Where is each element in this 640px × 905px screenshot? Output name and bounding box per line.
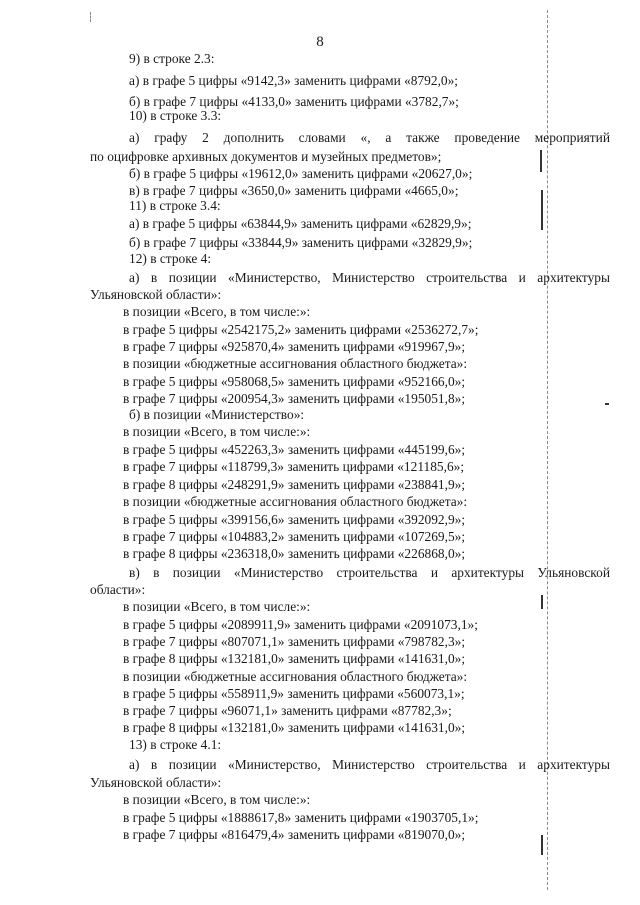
text-line: по оцифровке архивных документов и музейных предметов»; [90, 149, 442, 164]
text-line: в графе 8 цифры «132181,0» заменить цифрами «141631,0»; [123, 720, 466, 735]
text-line: в графе 8 цифры «248291,9» заменить цифрами «238841,9»; [123, 477, 466, 492]
text-line: 10) в строке 3.3: [129, 108, 222, 123]
text-line: в графе 5 цифры «399156,6» заменить цифрами «392092,9»; [123, 512, 466, 527]
text-line: в графе 5 цифры «958068,5» заменить цифрами «952166,0»; [123, 374, 466, 389]
text-line: в позиции «Всего, в том числе:»: [123, 304, 311, 319]
text-line: Ульяновской области»: [90, 287, 222, 302]
text-line: а) в графе 5 цифры «63844,9» заменить цифрами «62829,9»; [129, 216, 472, 231]
text-line: в позиции «Всего, в том числе:»: [123, 599, 311, 614]
text-line: в графе 8 цифры «132181,0» заменить цифрами «141631,0»; [123, 651, 466, 666]
text-line: в графе 5 цифры «1888617,8» заменить цифрами «1903705,1»; [123, 810, 479, 825]
text-line: 9) в строке 2.3: [129, 51, 215, 66]
text-line: в графе 8 цифры «236318,0» заменить цифрами «226868,0»; [123, 546, 466, 561]
text-line: 11) в строке 3.4: [129, 198, 221, 213]
scan-speck [540, 150, 542, 172]
scan-edge-mark [90, 12, 91, 22]
text-line: б) в позиции «Министерство»: [129, 407, 305, 422]
text-line: а) в позиции «Министерство, Министерство строительства и архитектуры [129, 757, 610, 772]
text-line: в графе 7 цифры «104883,2» заменить цифрами «107269,5»; [123, 529, 466, 544]
text-line: в графе 5 цифры «558911,9» заменить цифрами «560073,1»; [123, 686, 465, 701]
text-line: 13) в строке 4.1: [129, 737, 222, 752]
text-line: б) в графе 7 цифры «33844,9» заменить цифрами «32829,9»; [129, 235, 473, 250]
page-number: 8 [316, 34, 324, 50]
scan-speck [541, 190, 543, 230]
text-line: в позиции «бюджетные ассигнования областного бюджета»: [123, 356, 468, 371]
text-line: в позиции «бюджетные ассигнования областного бюджета»: [123, 669, 468, 684]
text-line: в графе 5 цифры «2542175,2» заменить цифрами «2536272,7»; [123, 322, 479, 337]
text-line: в) в позиции «Министерство строительства и архитектуры Ульяновской [129, 565, 610, 580]
text-line: в позиции «Всего, в том числе:»: [123, 792, 311, 807]
text-line: в графе 7 цифры «200954,3» заменить цифрами «195051,8»; [123, 391, 466, 406]
scan-speck [541, 835, 543, 855]
text-line: в позиции «бюджетные ассигнования областного бюджета»: [123, 494, 468, 509]
text-line: в графе 7 цифры «816479,4» заменить цифрами «819070,0»; [123, 827, 466, 842]
scan-speck [541, 595, 543, 609]
text-line: а) в позиции «Министерство, Министерство строительства и архитектуры [129, 270, 610, 285]
text-line: 12) в строке 4: [129, 251, 212, 266]
text-line: в позиции «Всего, в том числе:»: [123, 424, 311, 439]
text-line: в графе 7 цифры «96071,1» заменить цифрами «87782,3»; [123, 703, 452, 718]
text-line: в графе 5 цифры «452263,3» заменить цифрами «445199,6»; [123, 442, 466, 457]
scan-speck [605, 403, 609, 405]
text-line: области»: [90, 582, 146, 597]
text-line: в) в графе 7 цифры «3650,0» заменить цифрами «4665,0»; [129, 183, 459, 198]
text-line: а) в графе 5 цифры «9142,3» заменить цифрами «8792,0»; [129, 73, 459, 88]
text-line: а) графу 2 дополнить словами «, а также проведение мероприятий [129, 130, 610, 145]
text-line: Ульяновской области»: [90, 775, 222, 790]
text-line: б) в графе 5 цифры «19612,0» заменить цифрами «20627,0»; [129, 166, 473, 181]
text-line: б) в графе 7 цифры «4133,0» заменить цифрами «3782,7»; [129, 94, 459, 109]
text-line: в графе 5 цифры «2089911,9» заменить цифрами «2091073,1»; [123, 617, 478, 632]
text-line: в графе 7 цифры «925870,4» заменить цифрами «919967,9»; [123, 339, 466, 354]
text-line: в графе 7 цифры «118799,3» заменить цифрами «121185,6»; [123, 459, 465, 474]
text-line: в графе 7 цифры «807071,1» заменить цифрами «798782,3»; [123, 634, 466, 649]
